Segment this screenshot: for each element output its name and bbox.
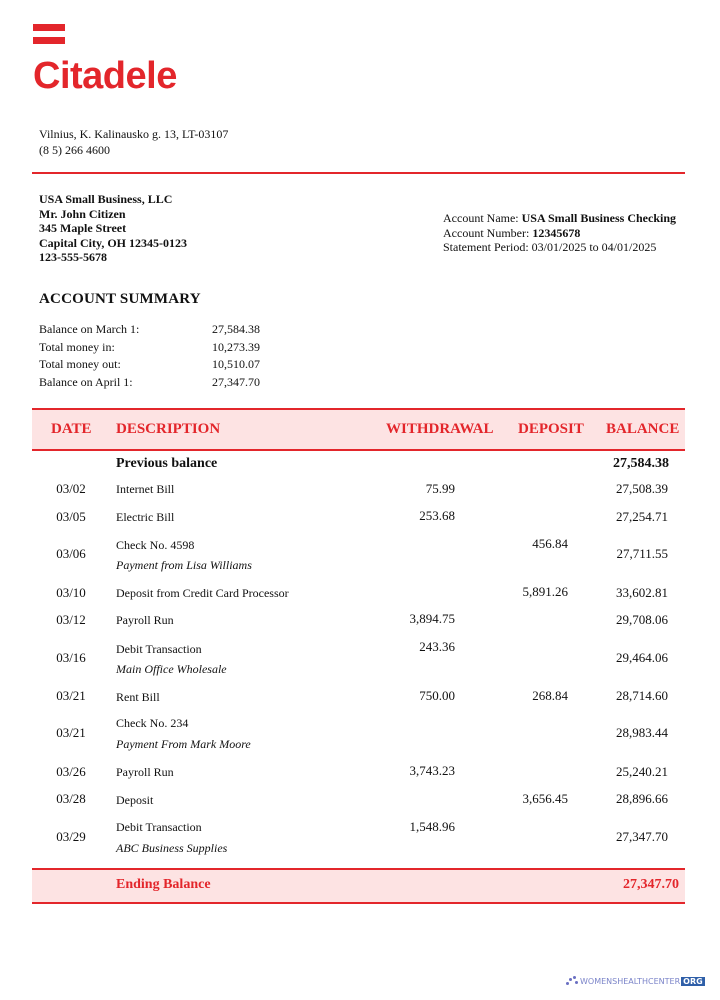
row-withdrawal: 243.36	[419, 639, 455, 654]
row-date: 03/26	[56, 764, 86, 779]
account-summary	[39, 321, 260, 391]
account-name: USA Small Business Checking	[521, 211, 677, 225]
row-withdrawal: 253.68	[419, 508, 455, 523]
row-withdrawal: 3,894.75	[409, 611, 455, 626]
row-description: Payroll Run	[116, 613, 174, 627]
row-balance: 27,254.71	[616, 509, 668, 524]
bank-name: Citadele	[33, 55, 177, 97]
row-date: 03/02	[56, 481, 86, 496]
bank-logo	[33, 24, 177, 97]
row-description: Debit Transaction	[116, 820, 202, 834]
row-balance: 27,508.39	[616, 481, 668, 496]
row-balance: 33,602.81	[616, 585, 668, 600]
row-balance: 27,711.55	[616, 546, 668, 561]
row-description: Deposit from Credit Card Processor	[116, 586, 289, 600]
customer-company: USA Small Business, LLC	[39, 192, 173, 206]
ending-balance-label: Ending Balance	[116, 877, 211, 892]
row-balance: 28,896.66	[616, 791, 668, 806]
row-subdescription: Payment From Mark Moore	[116, 737, 251, 751]
row-date: 03/10	[56, 585, 86, 600]
row-date: 03/05	[56, 509, 86, 524]
statement-period: 03/01/2025 to 04/01/2025	[531, 240, 657, 255]
account-name-line: Account Name: USA Small Business Checking	[443, 211, 677, 225]
row-balance: 29,708.06	[616, 612, 668, 627]
row-date: 03/21	[56, 688, 86, 703]
row-description: Check No. 234	[116, 716, 189, 730]
row-balance: 25,240.21	[616, 764, 668, 779]
row-subdescription: ABC Business Supplies	[116, 841, 228, 855]
watermark-text: WOMENSHEALTHCENTER	[580, 976, 681, 986]
logo-bars-icon	[33, 24, 65, 46]
previous-balance-value: 27,584.38	[613, 456, 669, 471]
row-description: Debit Transaction	[116, 642, 202, 656]
account-number-line: Account Number: 12345678	[443, 225, 581, 240]
row-balance: 29,464.06	[616, 650, 668, 665]
row-date: 03/21	[56, 725, 86, 740]
header-description: DESCRIPTION	[116, 421, 221, 437]
row-description: Internet Bill	[116, 482, 175, 496]
row-description: Rent Bill	[116, 690, 160, 704]
summary-row: Total money in: 10,273.39	[39, 339, 260, 354]
row-deposit: 5,891.26	[522, 584, 568, 599]
row-description: Payroll Run	[116, 765, 174, 779]
customer-city: Capital City, OH 12345-0123	[39, 235, 188, 250]
bank-address-block	[39, 126, 228, 158]
row-date: 03/12	[56, 612, 86, 627]
row-subdescription: Main Office Wholesale	[116, 662, 227, 676]
row-description: Check No. 4598	[116, 538, 195, 552]
customer-street: 345 Maple Street	[39, 221, 127, 236]
summary-row: Total money out: 10,510.07	[39, 357, 260, 371]
summary-row: Balance on April 1: 27,347.70	[39, 374, 260, 389]
header-withdrawal: WITHDRAWAL	[386, 421, 494, 437]
row-withdrawal: 3,743.23	[409, 763, 455, 778]
summary-row: Balance on March 1: 27,584.38	[39, 322, 260, 336]
account-info-block	[443, 211, 676, 255]
statement-period-line: Statement Period: 03/01/2025 to 04/01/2025	[443, 240, 657, 255]
header-deposit: DEPOSIT	[518, 421, 584, 437]
row-description: Deposit	[116, 793, 154, 807]
customer-contact: Mr. John Citizen	[39, 206, 126, 221]
header-balance: BALANCE	[606, 421, 680, 437]
bank-phone: (8 5) 266 4600	[39, 143, 110, 157]
watermark	[566, 976, 705, 986]
row-balance: 28,714.60	[616, 688, 668, 703]
watermark-logo-icon	[566, 976, 578, 986]
row-deposit: 3,656.45	[522, 791, 568, 806]
header-date: DATE	[51, 421, 92, 437]
previous-balance-label: Previous balance	[116, 456, 218, 471]
row-withdrawal: 750.00	[419, 688, 455, 703]
row-withdrawal: 1,548.96	[409, 819, 455, 834]
row-balance: 27,347.70	[616, 829, 668, 844]
watermark-tld: ORG	[683, 976, 703, 986]
row-withdrawal: 75.99	[425, 481, 455, 496]
row-date: 03/28	[56, 791, 86, 806]
row-date: 03/06	[56, 546, 86, 561]
row-deposit: 268.84	[532, 688, 568, 703]
row-balance: 28,983.44	[616, 725, 668, 740]
summary-title: ACCOUNT SUMMARY	[39, 291, 201, 307]
row-deposit: 456.84	[532, 536, 568, 551]
row-date: 03/29	[56, 829, 86, 844]
account-number: 12345678	[532, 225, 581, 240]
row-subdescription: Payment from Lisa Williams	[116, 558, 252, 572]
row-date: 03/16	[56, 650, 86, 665]
customer-address-block	[39, 192, 187, 265]
customer-phone: 123-555-5678	[39, 250, 107, 265]
ending-balance-value: 27,347.70	[623, 877, 679, 892]
bank-address: Vilnius, K. Kalinausko g. 13, LT-03107	[39, 127, 229, 141]
row-description: Electric Bill	[116, 510, 175, 524]
header-divider	[32, 172, 685, 174]
